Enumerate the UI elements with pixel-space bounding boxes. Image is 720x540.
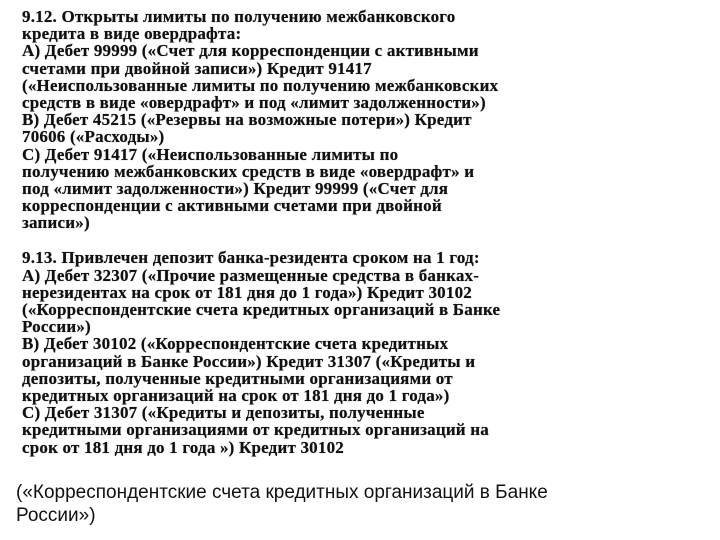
scanned-text-image — [22, 8, 702, 456]
answer-c-line: кредитными организациями от кредитных организаций на — [22, 420, 489, 440]
answer-a-line: («Корреспондентские счета кредитных организаций в Банке — [22, 300, 501, 319]
answer-b-line: кредитных организаций на срок от 181 дня до 1 года») — [22, 385, 450, 405]
answer-c-line: С) Дебет 91417 («Неиспользованные лимиты по — [22, 144, 399, 164]
question-9-12 — [22, 8, 702, 231]
answer-c-line: срок от 181 дня до 1 года ») Кредит 30102 — [22, 437, 344, 457]
answer-b-line: организаций в Банке России») Кредит 31307 («Кредиты и — [22, 351, 476, 371]
answer-a-line: А) Дебет 32307 («Прочие размещенные средства в банках- — [22, 265, 480, 285]
answer-b-line: 70606 («Расходы») — [22, 127, 165, 147]
answer-b-line: В) Дебет 30102 («Корреспондентские счета кредитных — [22, 334, 449, 354]
question-9-13-line: 9.13. Привлечен депозит банка-резидента сроком на 1 год: — [22, 248, 480, 268]
block-spacer — [22, 231, 702, 249]
answer-a-line: средств в виде «овердрафт» и под «лимит задолженности») — [22, 92, 486, 112]
question-9-13 — [22, 249, 702, 455]
question-9-12-line: 9.12. Открыты лимиты по получению межбанковского — [22, 7, 456, 26]
question-9-12-line: кредита в виде овердрафта: — [22, 24, 242, 44]
footer-line: («Корреспондентские счета кредитных организаций в Банке — [16, 482, 548, 503]
answer-a-line: А) Дебет 99999 («Счет для корреспонденции с активными — [22, 41, 479, 61]
answer-b-line: депозиты, полученные кредитными организациями от — [22, 368, 453, 388]
answer-a-line: России») — [22, 317, 91, 337]
answer-c-line: получению межбанковских средств в виде «овердрафт» и — [22, 161, 475, 181]
answer-c-line: под «лимит задолженности») Кредит 99999 («Счет для — [22, 178, 449, 198]
answer-a-line: счетами при двойной записи») Кредит 91417 — [22, 58, 372, 78]
answer-c-line: записи») — [22, 213, 90, 233]
typed-continuation-text — [16, 481, 706, 527]
answer-c-line: корреспонденции с активными счетами при двойной — [22, 196, 442, 216]
answer-b-line: В) Дебет 45215 («Резервы на возможные потери») Кредит — [22, 110, 472, 130]
answer-a-line: («Неиспользованные лимиты по получению межбанковских — [22, 75, 499, 95]
footer-line: России») — [16, 505, 96, 526]
answer-a-line: нерезидентах на срок от 181 дня до 1 года») Кредит 30102 — [22, 282, 472, 302]
answer-c-line: С) Дебет 31307 («Кредиты и депозиты, полученные — [22, 403, 425, 423]
